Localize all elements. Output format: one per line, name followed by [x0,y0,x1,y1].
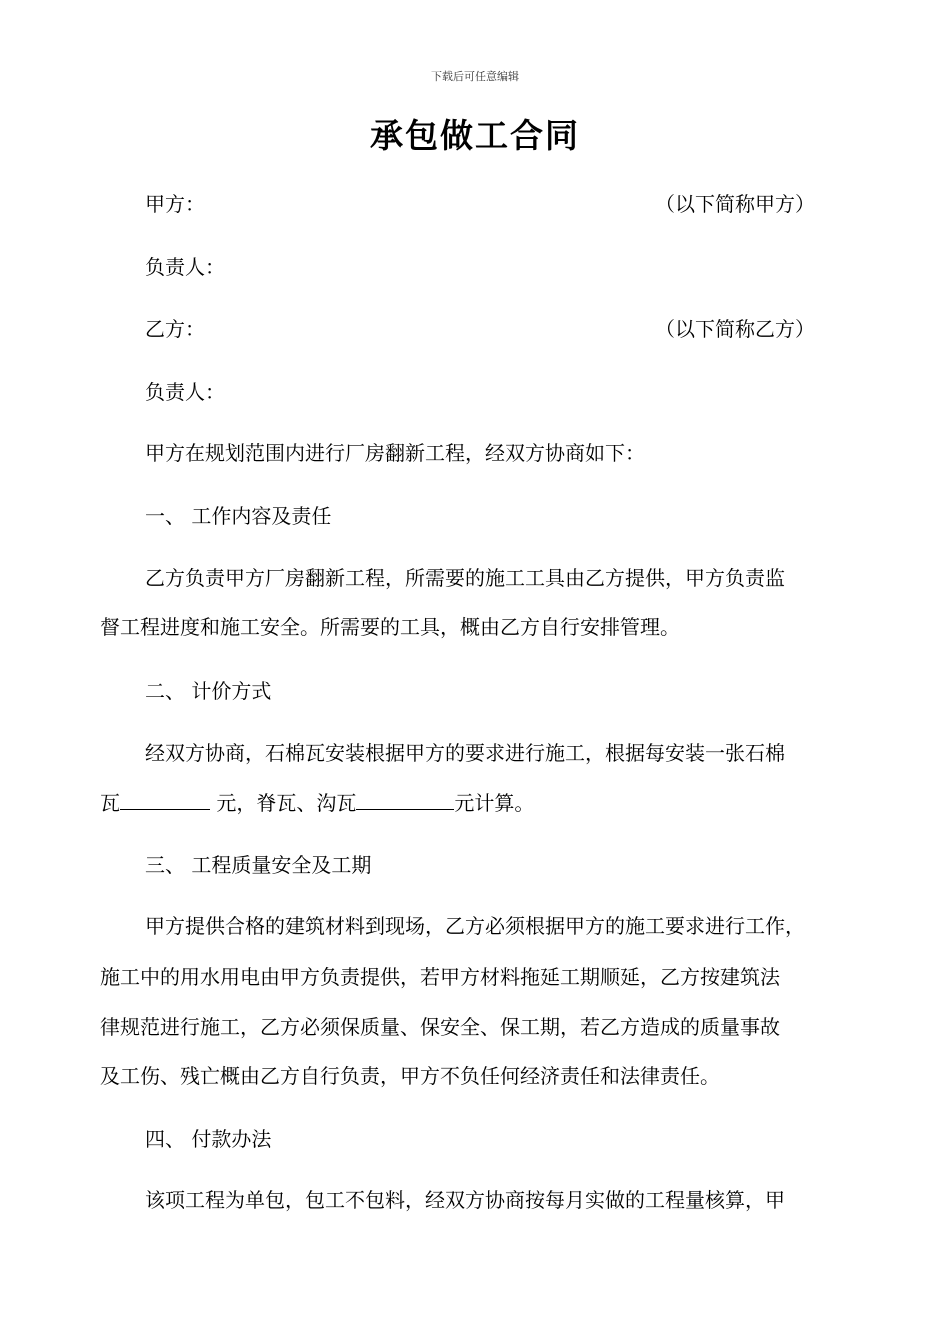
section-3-line-4: 及工伤、残亡概由乙方自行负责，甲方不负任何经济责任和法律责任。 [100,1064,720,1088]
pricing-text-3: 元计算。 [454,791,535,815]
section-1-line-1: 乙方负责甲方厂房翻新工程，所需要的施工工具由乙方提供，甲方负责监 [145,566,785,590]
section-4-line-1: 该项工程为单包，包工不包料，经双方协商按每月实做的工程量核算，甲 [145,1188,785,1212]
pricing-text-1: 瓦 [100,791,120,815]
section-heading-3: 三、 工程质量安全及工期 [145,853,372,877]
header-note: 下载后可任意编辑 [431,70,519,83]
section-heading-2: 二、 计价方式 [145,679,272,703]
document-title: 承包做工合同 [370,116,580,155]
section-1-line-2: 督工程进度和施工安全。所需要的工具，概由乙方自行安排管理。 [100,615,680,639]
pricing-line [100,787,534,816]
section-3-line-3: 律规范进行施工，乙方必须保质量、保安全、保工期，若乙方造成的质量事故 [100,1015,780,1039]
section-heading-4: 四、 付款办法 [145,1127,272,1151]
party-a-label: 甲方： [145,192,205,216]
party-a-note: （以下简称甲方） [655,192,815,216]
section-2-line-1: 经双方协商，石棉瓦安装根据甲方的要求进行施工，根据每安装一张石棉 [145,741,785,765]
section-3-line-2: 施工中的用水用电由甲方负责提供，若甲方材料拖延工期顺延，乙方按建筑法 [100,965,780,989]
party-b-note: （以下简称乙方） [655,317,815,341]
section-heading-1: 一、 工作内容及责任 [145,504,332,528]
party-a-rep-label: 负责人： [145,255,225,279]
party-b-rep-label: 负责人： [145,380,225,404]
price-blank-field-1[interactable] [120,791,210,810]
pricing-text-2: 元，脊瓦、沟瓦 [210,791,357,815]
intro-paragraph: 甲方在规划范围内进行厂房翻新工程，经双方协商如下： [145,441,645,465]
price-blank-field-2[interactable] [356,791,454,810]
section-3-line-1: 甲方提供合格的建筑材料到现场，乙方必须根据甲方的施工要求进行工作， [145,914,805,938]
party-b-label: 乙方： [145,317,205,341]
